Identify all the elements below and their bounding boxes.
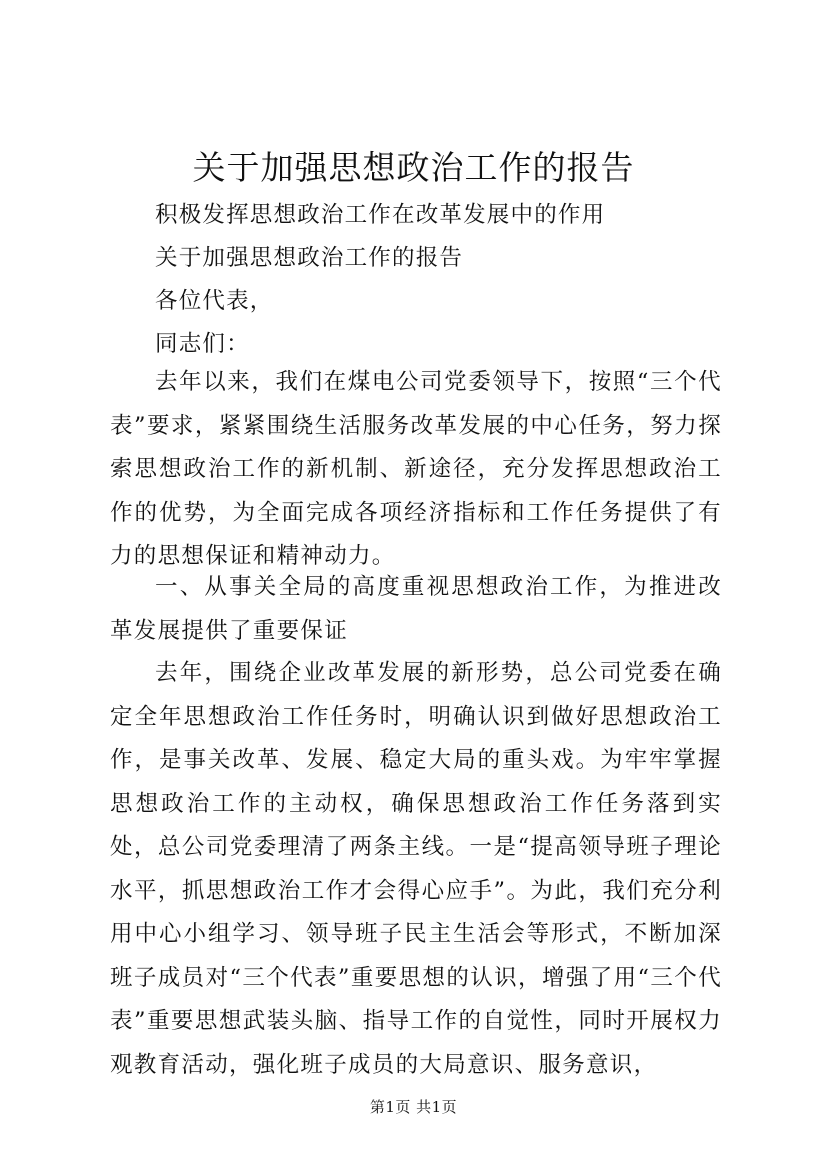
report-heading-line: 关于加强思想政治工作的报告 — [155, 245, 464, 271]
body-paragraph: 去年以来，我们在煤电公司党委领导下，按照“三个代表”要求，紧紧围绕生活服务改革发展的中心任务，努力探索思想政治工作的新机制、新途径，充分发挥思想政治工作的优势，为全面完成各项经济指标和工作任务提供了有力的思想保证和精神动力。 — [110, 369, 722, 569]
salutation-line: 各位代表， — [155, 288, 274, 314]
subtitle-line: 积极发挥思想政治工作在改革发展中的作用 — [155, 202, 606, 228]
salutation-line: 同志们： — [155, 331, 250, 357]
section-heading-paragraph: 一、从事关全局的高度重视思想政治工作，为推进改革发展提供了重要保证 — [110, 574, 722, 644]
page-footer: 第1页 共1页 — [369, 1098, 458, 1116]
document-title: 关于加强思想政治工作的报告 — [192, 148, 635, 187]
body-paragraph: 去年，围绕企业改革发展的新形势，总公司党委在确定全年思想政治工作任务时，明确认识到做好思想政治工作，是事关改革、发展、稳定大局的重头戏。为牢牢掌握思想政治工作的主动权，确保思想政治工作任务落到实处，总公司党委理清了两条主线。一是“提高领导班子理论水平，抓思想政治工作才会得心应手”。为此，我们充分利用中心小组学习、领导班子民主生活会等形式，不断加深班子成员对“三个代表”重要思想的认识，增强了用“三个代表”重要思想武装头脑、指导工作的自觉性，同时开展权力观教育活动，强化班子成员的大局意识、服务意识， — [110, 660, 722, 1078]
